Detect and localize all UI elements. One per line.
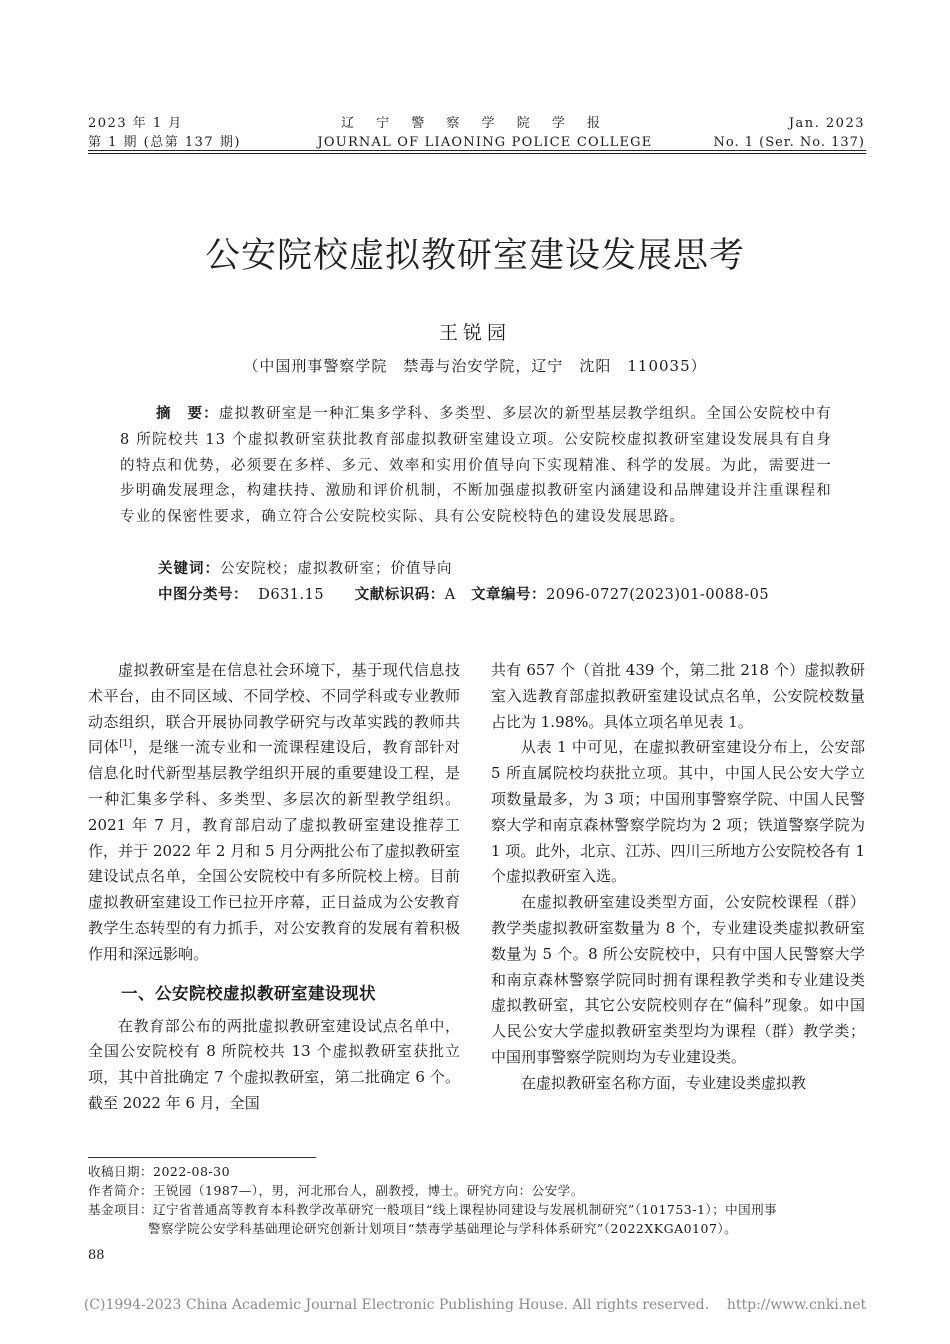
header-date: 2023 年 1 月 [88, 116, 183, 131]
body-paragraph: 在虚拟教研室建设类型方面，公安院校课程（群）教学类虚拟教研室数量为 8 个，专业建设类虚拟教研室数量为 5 个。8 所公安院校中，只有中国人民警察大学和南京森林警察学院同时拥有课程教学类和专业建设类虚拟教研室，其它公安院校则存在“偏科”现象。如中国人民公安大学虚拟教研室类型均为课程（群）教学类；中国刑事警察学院则均为专业建设类。 [491, 893, 865, 1066]
citation-ref: [1] [119, 739, 132, 750]
body-right-column [491, 658, 865, 1097]
article-no-value: 2096-0727(2023)01-0088-05 [546, 587, 770, 603]
header-journal-cn: 辽 宁 警 察 学 院 学 报 [341, 116, 609, 131]
footnote-rule [88, 1157, 316, 1158]
body-paragraph: 共有 657 个（首批 439 个，第二批 218 个）虚拟教研室入选教育部虚拟教研室建设试点名单，公安院校数量占比为 1.98%。具体立项名单见表 1。 [491, 661, 865, 731]
header-issue-en: No. 1 (Ser. No. 137) [713, 135, 865, 150]
keywords-label: 关键词： [158, 561, 220, 577]
footnotes [88, 1162, 868, 1238]
clc-label: 中图分类号： [158, 587, 248, 603]
footnote-received: 收稿日期：2022-08-30 [88, 1164, 231, 1179]
clc-value: D631.15 [258, 587, 325, 603]
section-heading: 一、公安院校虚拟教研室建设现状 [121, 983, 376, 1003]
body-text: 虚拟教研室是在信息社会环境下，基于现代信息技术平台，由不同区域、不同学校、不同学科或专业教师动态组织，联合开展协同教学研究与改革实践的教师共同体 [88, 661, 460, 757]
header-rule-thin [88, 153, 866, 154]
header-issue: 第 1 期 (总第 137 期) [88, 135, 241, 150]
keywords [158, 557, 453, 578]
footnote-author-bio: 作者简介：王锐园（1987—），男，河北邢台人，副教授，博士。研究方向：公安学。 [88, 1183, 584, 1198]
header-journal-en: JOURNAL OF LIAONING POLICE COLLEGE [317, 135, 653, 150]
doc-code-label: 文献标识码： [354, 587, 445, 603]
author-name: 王锐园 [438, 322, 511, 344]
body-left-column [88, 658, 460, 1117]
abstract-label: 摘 要： [156, 406, 219, 422]
body-paragraph: 在虚拟教研室名称方面，专业建设类虚拟教 [521, 1073, 807, 1092]
article-no-label: 文章编号： [471, 587, 547, 603]
header-date-en: Jan. 2023 [788, 116, 865, 131]
cnki-watermark: (C)1994-2023 China Academic Journal Electronic Publishing House. All rights reserved. http://www.cnki.net [83, 1297, 867, 1313]
body-paragraph: 从表 1 中可见，在虚拟教研室建设分布上，公安部 5 所直属院校均获批立项。其中，中国人民公安大学立项数量最多，为 3 项；中国刑事警察学院、中国人民警察大学和南京森林警察学院均为 2 项；铁道警察学院为 1 项。此外，北京、江苏、四川三所地方公安院校各有 1 个虚拟教研室入选。 [491, 738, 865, 886]
author-affiliation: （中国刑事警察学院 禁毒与治安学院，辽宁 沈阳 110035） [243, 357, 707, 375]
abstract [120, 402, 832, 531]
article-title: 公安院校虚拟教研室建设发展思考 [204, 236, 745, 276]
page-number: 88 [88, 1248, 105, 1263]
body-paragraph [88, 658, 460, 968]
abstract-text: 虚拟教研室是一种汇集多学科、多类型、多层次的新型基层教学组织。全国公安院校中有 8 所院校共 13 个虚拟教研室获批教育部虚拟教研室建设立项。公安院校虚拟教研室建设发展具有自身的特点和优势，必须要在多样、多元、效率和实用价值导向下实现精准、科学的发展。为此，需要进一步明确发展理念，构建扶持、激励和评价机制，不断加强虚拟教研室内涵建设和品牌建设并注重课程和专业的保密性要求，确立符合公安院校实际、具有公安院校特色的建设发展思路。 [120, 406, 832, 526]
classification-line [158, 583, 769, 604]
body-text: ，是继一流专业和一流课程建设后，教育部针对信息化时代新型基层教学组织开展的重要建设工程，是一种汇集多学科、多类型、多层次的新型教学组织。2021 年 7 月，教育部启动了虚拟教研室建设推荐工作，并于 2022 年 2 月和 5 月分两批公布了虚拟教研室建设试点名单，全国公安院校中有多所院校上榜。目前虚拟教研室建设工作已拉开序幕，正日益成为公安教育教学生态转型的有力抓手，对公安教育的发展有着积极作用和深远影响。 [88, 738, 460, 963]
body-paragraph: 在教育部公布的两批虚拟教研室建设试点名单中，全国公安院校有 8 所院校共 13 个虚拟教研室获批立项，其中首批确定 7 个虚拟教研室，第二批确定 6 个。截至 2022 年 6 月，全国 [88, 1016, 460, 1112]
doc-code-value: A [444, 587, 456, 603]
keywords-text: 公安院校；虚拟教研室；价值导向 [220, 561, 453, 577]
header-rule [88, 150, 866, 151]
footnote-fund-continued: 警察学院公安学科基础理论研究创新计划项目“禁毒学基础理论与学科体系研究”（2022XKGA0107）。 [148, 1221, 738, 1236]
footnote-fund: 基金项目：辽宁省普通高等教育本科教学改革研究一般项目“线上课程协同建设与发展机制研究”（101753-1）；中国刑事 [88, 1202, 778, 1217]
